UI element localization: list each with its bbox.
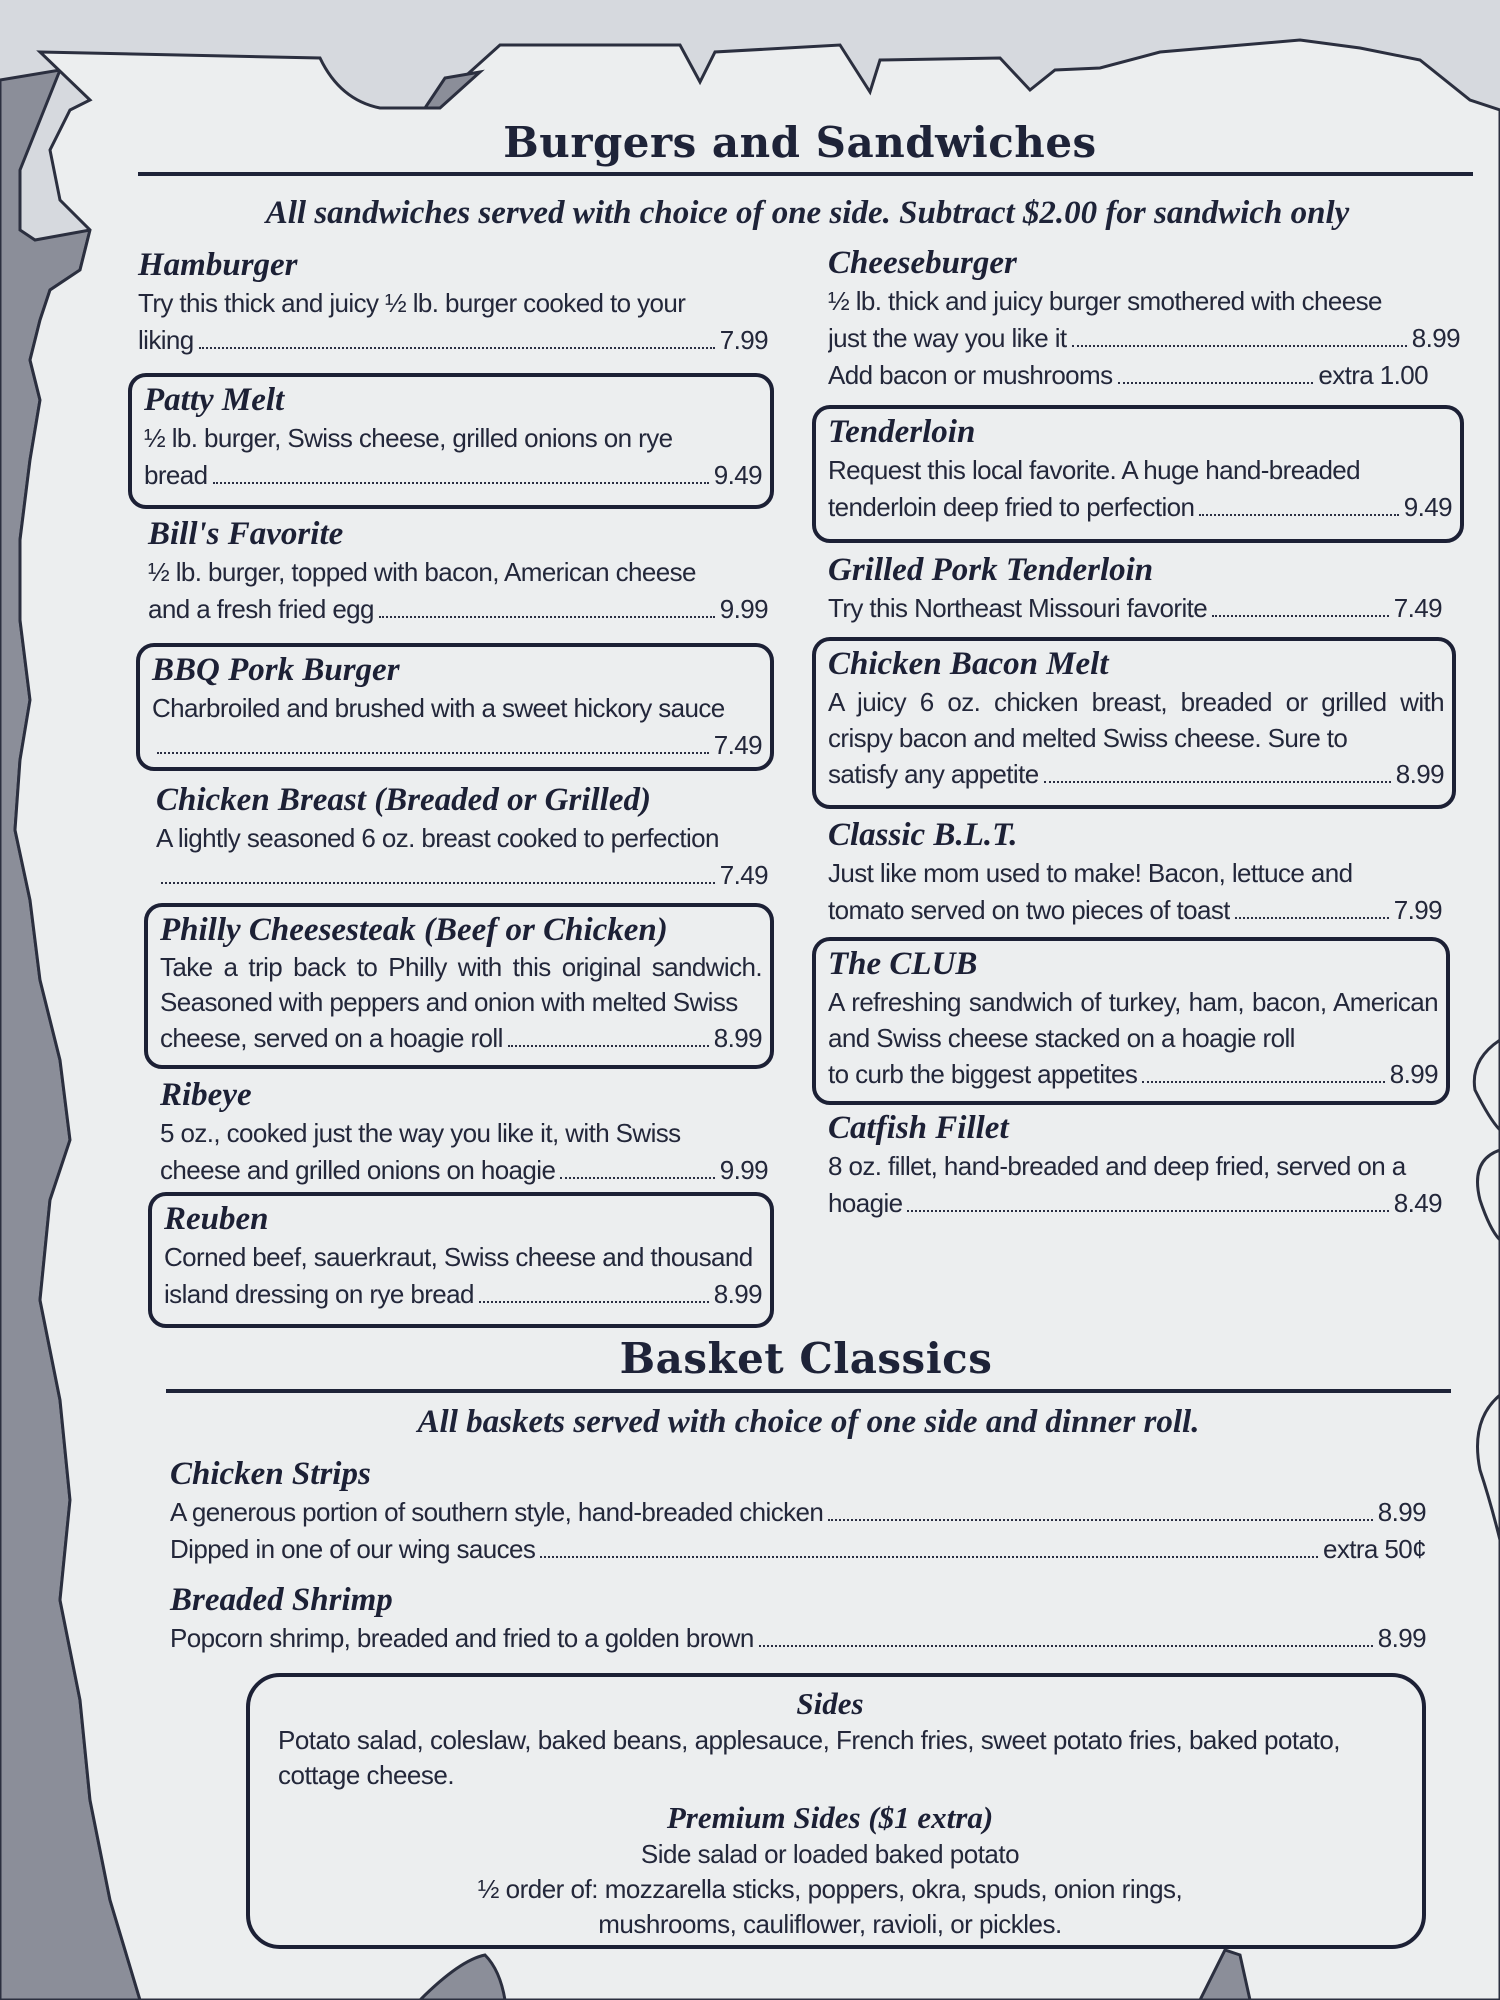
- dot-leader: [1118, 382, 1314, 384]
- dot-leader: [1199, 514, 1398, 516]
- item-description: Corned beef, sauerkraut, Swiss cheese and thousand: [164, 1242, 753, 1272]
- item-price-line: [828, 892, 1442, 929]
- menu-item-bills-favorite: [148, 514, 768, 628]
- menu-item-ribeye: [160, 1075, 768, 1189]
- sides-box: [246, 1673, 1426, 1949]
- item-addon-line: [828, 357, 1460, 394]
- item-description: 5 oz., cooked just the way you like it, with Swiss: [160, 1118, 681, 1148]
- menu-item-catfish-fillet: [828, 1108, 1442, 1222]
- item-description-end: liking: [138, 325, 194, 355]
- item-description-end: cheese and grilled onions on hoagie: [160, 1155, 556, 1185]
- premium-sides-line: Side salad or loaded baked potato: [640, 1839, 1020, 1869]
- item-price: 8.99: [1411, 323, 1460, 353]
- item-price: 8.99: [1389, 1059, 1438, 1089]
- item-description: ½ lb. thick and juicy burger smothered with cheese: [828, 286, 1382, 316]
- item-price: 7.99: [719, 325, 768, 355]
- menu-item-grilled-pork-tenderloin: [828, 550, 1442, 627]
- item-name: Chicken Strips: [170, 1456, 371, 1492]
- dot-leader: [161, 882, 715, 884]
- baskets-heading-rule: [166, 1389, 1451, 1393]
- item-description: Request this local favorite. A huge hand-breaded: [828, 455, 1361, 485]
- item-addon-line: [170, 1531, 1426, 1568]
- item-name: Bill's Favorite: [148, 516, 344, 552]
- item-price-line: [164, 1276, 762, 1313]
- item-description-end: to curb the biggest appetites: [828, 1059, 1138, 1089]
- menu-item-reuben: [148, 1192, 774, 1328]
- item-price-line: [828, 489, 1452, 526]
- item-price-line: [138, 322, 768, 359]
- item-description-end: just the way you like it: [828, 323, 1067, 353]
- item-price-line: [156, 857, 768, 894]
- item-price: 7.49: [719, 860, 768, 890]
- item-description: ½ lb. burger, topped with bacon, American cheese: [148, 557, 696, 587]
- item-price-line: [170, 1620, 1426, 1657]
- addon-label: Dipped in one of our wing sauces: [170, 1534, 536, 1564]
- item-description-end: hoagie: [828, 1188, 903, 1218]
- baskets-heading: Basket Classics: [619, 1334, 993, 1383]
- menu-item-breaded-shrimp: [170, 1580, 1426, 1657]
- item-name: BBQ Pork Burger: [152, 652, 400, 688]
- dot-leader: [828, 1519, 1373, 1521]
- premium-sides-title: Premium Sides ($1 extra): [666, 1800, 994, 1835]
- item-name: Reuben: [164, 1201, 269, 1237]
- item-price: 9.49: [713, 460, 762, 490]
- menu-item-bbq-pork-burger: [136, 643, 774, 771]
- dot-leader: [540, 1556, 1318, 1558]
- item-description: Just like mom used to make! Bacon, lettuce and: [828, 858, 1353, 888]
- item-price: 8.49: [1393, 1188, 1442, 1218]
- baskets-note: All baskets served with choice of one side and dinner roll.: [417, 1404, 1200, 1440]
- sides-list: Potato salad, coleslaw, baked beans, applesauce, French fries, sweet potato fries, baked potato, cottage cheese.: [278, 1725, 1341, 1790]
- addon-price: extra 1.00: [1318, 360, 1428, 390]
- burgers-heading: Burgers and Sandwiches: [503, 118, 1097, 167]
- item-price-line: [828, 756, 1444, 793]
- sides-title: Sides: [796, 1686, 864, 1721]
- item-description: ½ lb. burger, Swiss cheese, grilled onions on rye: [144, 423, 673, 453]
- item-name: Classic B.L.T.: [828, 817, 1018, 853]
- premium-sides-half-order-cont: mushrooms, cauliflower, ravioli, or pickles.: [598, 1909, 1062, 1939]
- item-price-line: [148, 591, 768, 628]
- item-description: A refreshing sandwich of turkey, ham, bacon, American and Swiss cheese stacked on a hoagie roll: [828, 987, 1438, 1053]
- item-description-end: satisfy any appetite: [828, 759, 1039, 789]
- item-description: Take a trip back to Philly with this original sandwich. Seasoned with peppers and onion with melted Swiss: [160, 952, 762, 1017]
- menu-item-chicken-strips: [170, 1454, 1426, 1568]
- menu-item-chicken-breast: [156, 780, 768, 894]
- item-name: Chicken Breast (Breaded or Grilled): [156, 782, 651, 818]
- item-description: Charbroiled and brushed with a sweet hickory sauce: [152, 693, 725, 723]
- item-price: 9.49: [1403, 492, 1452, 522]
- addon-price: extra 50¢: [1322, 1534, 1426, 1564]
- dot-leader: [157, 752, 709, 754]
- item-price-line: [170, 1494, 1426, 1531]
- item-description-end: tomato served on two pieces of toast: [828, 895, 1230, 925]
- item-description-end: bread: [144, 460, 208, 490]
- item-price-line: [828, 590, 1442, 627]
- item-price: 7.99: [1393, 895, 1442, 925]
- dot-leader: [379, 616, 715, 618]
- dot-leader: [213, 482, 709, 484]
- dot-leader: [1235, 917, 1389, 919]
- item-description: Try this Northeast Missouri favorite: [828, 593, 1208, 623]
- item-name: Chicken Bacon Melt: [828, 646, 1109, 682]
- burgers-heading-rule: [138, 172, 1473, 176]
- item-name: Tenderloin: [828, 414, 976, 450]
- dot-leader: [1142, 1081, 1385, 1083]
- dot-leader: [759, 1645, 1373, 1647]
- item-price: 8.99: [1377, 1623, 1426, 1653]
- menu-item-patty-melt: [128, 373, 774, 509]
- item-price-line: [828, 1185, 1442, 1222]
- item-description-end: and a fresh fried egg: [148, 594, 374, 624]
- item-price-line: [828, 320, 1460, 357]
- item-price: 8.99: [1395, 759, 1444, 789]
- item-price: 9.99: [719, 594, 768, 624]
- item-name: Catfish Fillet: [828, 1110, 1009, 1146]
- item-name: Grilled Pork Tenderloin: [828, 552, 1154, 588]
- item-description: Try this thick and juicy ½ lb. burger cooked to your: [138, 288, 686, 318]
- item-description: 8 oz. fillet, hand-breaded and deep fried, served on a: [828, 1151, 1406, 1181]
- item-price: 8.99: [1377, 1497, 1426, 1527]
- dot-leader: [508, 1045, 709, 1047]
- item-price-line: [828, 1056, 1438, 1093]
- item-price: 7.49: [1393, 593, 1442, 623]
- item-name: Hamburger: [138, 247, 298, 283]
- menu-item-the-club: [812, 937, 1450, 1105]
- addon-label: Add bacon or mushrooms: [828, 360, 1113, 390]
- item-price-line: [152, 727, 762, 764]
- item-description-end: island dressing on rye bread: [164, 1279, 474, 1309]
- item-price: 8.99: [713, 1279, 762, 1309]
- item-price: 9.99: [719, 1155, 768, 1185]
- menu-item-tenderloin: [812, 405, 1464, 543]
- menu-item-classic-blt: [828, 815, 1442, 929]
- item-description-end: tenderloin deep fried to perfection: [828, 492, 1195, 522]
- menu-item-hamburger: [138, 245, 768, 359]
- item-price-line: [144, 457, 762, 494]
- dot-leader: [560, 1177, 714, 1179]
- item-description: A juicy 6 oz. chicken breast, breaded or grilled with crispy bacon and melted Swiss cheese. Sure to: [828, 687, 1444, 753]
- premium-sides-half-order: ½ order of: mozzarella sticks, poppers, okra, spuds, onion rings,: [477, 1874, 1183, 1904]
- dot-leader: [1044, 781, 1391, 783]
- menu-item-cheeseburger: [828, 243, 1460, 394]
- item-name: Cheeseburger: [828, 245, 1017, 281]
- menu-item-chicken-bacon-melt: [812, 637, 1456, 809]
- dot-leader: [479, 1301, 709, 1303]
- item-price: 8.99: [713, 1023, 762, 1053]
- dot-leader: [1212, 615, 1389, 617]
- item-price: 7.49: [713, 730, 762, 760]
- burgers-note: All sandwiches served with choice of one side. Subtract $2.00 for sandwich only: [265, 195, 1350, 231]
- item-description: A lightly seasoned 6 oz. breast cooked to perfection: [156, 823, 719, 853]
- dot-leader: [199, 347, 715, 349]
- item-name: The CLUB: [828, 946, 978, 982]
- item-name: Philly Cheesesteak (Beef or Chicken): [160, 912, 668, 948]
- dot-leader: [907, 1210, 1388, 1212]
- menu-item-philly-cheesesteak: [144, 903, 774, 1069]
- item-name: Ribeye: [160, 1077, 252, 1113]
- item-price-line: [160, 1020, 762, 1057]
- item-price-line: [160, 1152, 768, 1189]
- item-description: Popcorn shrimp, breaded and fried to a golden brown: [170, 1623, 754, 1653]
- item-description: A generous portion of southern style, hand-breaded chicken: [170, 1497, 824, 1527]
- item-description-end: cheese, served on a hoagie roll: [160, 1023, 503, 1053]
- item-name: Patty Melt: [144, 382, 285, 418]
- dot-leader: [1072, 345, 1407, 347]
- item-name: Breaded Shrimp: [170, 1582, 393, 1618]
